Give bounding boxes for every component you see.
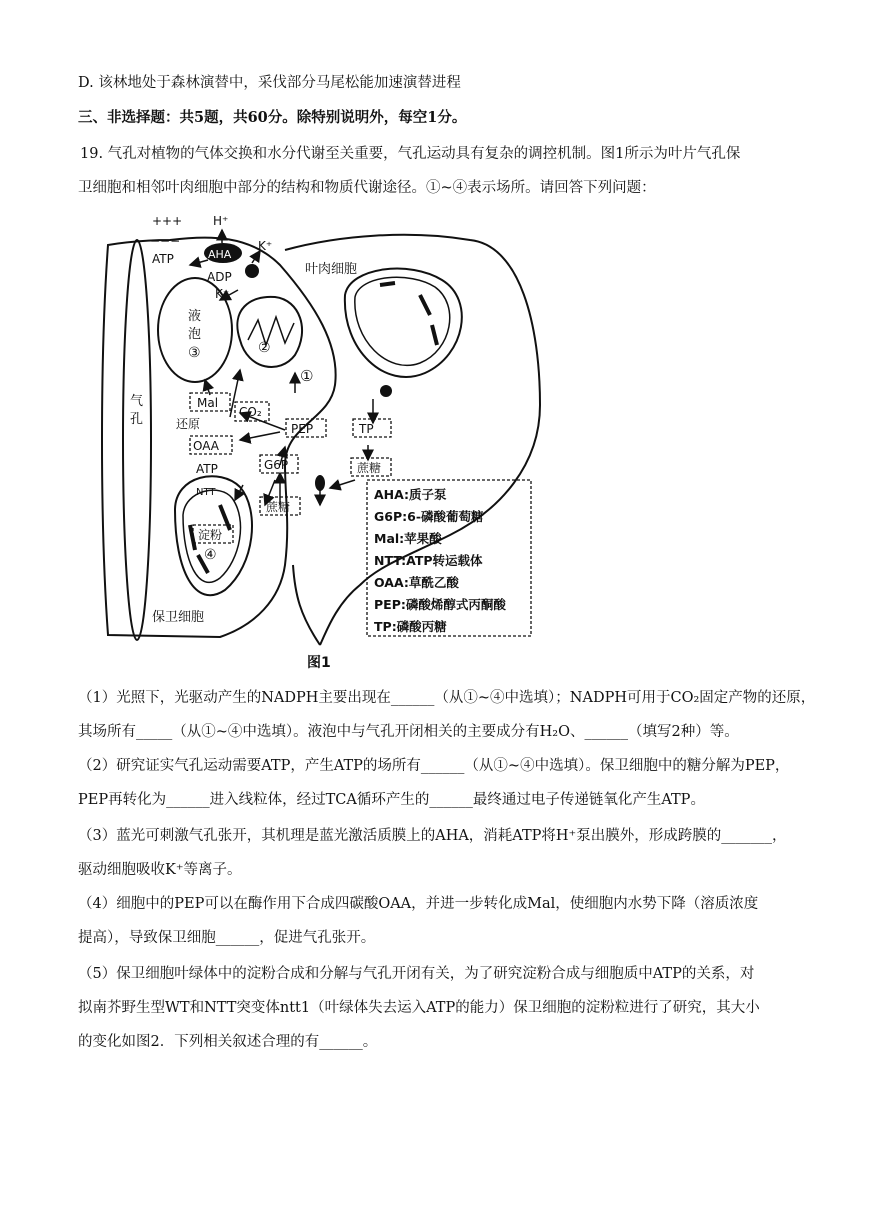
legend-item-g6p: G6P:6-磷酸葡萄糖 (374, 509, 484, 524)
part-2-line-2: PEP再转化为______进入线粒体，经过TCA循环产生的______最终通过电子传递链氧化产生ATP。 (78, 792, 705, 808)
figure-caption: 图1 (307, 655, 331, 671)
label-mesophyll: 叶肉细胞 (305, 262, 358, 277)
label-g6p: G6P (264, 458, 289, 472)
section-heading: 三、非选择题：共5题，共60分。除特别说明外，每空1分。 (78, 109, 467, 126)
label-mal: Mal (197, 396, 219, 410)
question-19-line-1: 19. 气孔对植物的气体交换和水分代谢至关重要，气孔运动具有复杂的调控机制。图1所示为叶片气孔保 (80, 146, 741, 162)
part-4-line-2: 提高），导致保卫细胞______，促进气孔张开。 (78, 930, 376, 946)
label-atp-1: ATP (152, 252, 174, 266)
part-4-line-1: （4）细胞中的PEP可以在酶作用下合成四碳酸OAA，并进一步转化成Mal，使细胞内水势下降（溶质浓度 (78, 896, 759, 912)
part-3-line-2: 驱动细胞吸收K⁺等离子。 (78, 862, 242, 878)
part-5-line-2: 拟南芥野生型WT和NTT突变体ntt1（叶绿体失去运入ATP的能力）保卫细胞的淀粉粒进行了研究，其大小 (78, 1000, 760, 1016)
label-site-2: ② (258, 340, 271, 356)
label-co2: CO₂ (239, 405, 262, 419)
label-pep: PEP (291, 422, 314, 436)
label-pore-1: 气 (130, 394, 144, 409)
label-oaa: OAA (193, 439, 219, 453)
part-1-line-2: 其场所有_____（从①~④中选填）。液泡中与气孔开闭相关的主要成分有H₂O、______（填写2种）等。 (78, 724, 739, 740)
legend-item-oaa: OAA:草酰乙酸 (374, 575, 459, 590)
part-5-line-1: （5）保卫细胞叶绿体中的淀粉合成和分解与气孔开闭有关，为了研究淀粉合成与细胞质中ATP的关系，对 (78, 966, 755, 982)
label-guard-cell: 保卫细胞 (152, 610, 205, 625)
legend-item-pep: PEP:磷酸烯醇式丙酮酸 (374, 597, 506, 612)
label-vacuole-2: 泡 (188, 327, 202, 342)
legend-item-aha: AHA:质子泵 (374, 487, 447, 502)
mitochondrion (237, 297, 302, 367)
label-k-in: K⁺ (215, 287, 230, 301)
label-ntt: NTT (196, 487, 216, 498)
label-atp-2: ATP (196, 462, 218, 476)
part-1-line-1: （1）光照下，光驱动产生的NADPH主要出现在______（从①~④中选填）；NADPH可用于CO₂固定产物的还原， (78, 690, 816, 706)
option-d: D. 该林地处于森林演替中，采伐部分马尾松能加速演替进程 (78, 75, 461, 91)
question-19-line-2: 卫细胞和相邻叶肉细胞中部分的结构和物质代谢途径。①~④表示场所。请回答下列问题： (78, 180, 656, 196)
label-site-4: ④ (204, 547, 217, 563)
label-adp: ADP (207, 270, 232, 284)
label-k-top: K⁺ (258, 239, 273, 253)
label-reduce: 还原 (176, 417, 201, 431)
figure-1-diagram (80, 205, 550, 675)
label-starch: 淀粉 (198, 528, 223, 542)
part-2-line-1: （2）研究证实气孔运动需要ATP，产生ATP的场所有______（从①~④中选填）。保卫细胞中的糖分解为PEP， (78, 758, 790, 774)
legend-item-ntt: NTT:ATP转运载体 (374, 553, 483, 568)
label-plus: +++ (152, 214, 183, 228)
legend-item-mal: Mal:苹果酸 (374, 531, 442, 546)
stomatal-pore (123, 240, 151, 640)
label-pore-2: 孔 (130, 412, 144, 427)
label-sucrose-2: 蔗糖 (357, 461, 382, 475)
part-3-line-1: （3）蓝光可刺激气孔张开，其机理是蓝光激活质膜上的AHA，消耗ATP将H⁺泵出膜外，形成跨膜的_______， (78, 828, 787, 844)
mesophyll-chloroplast (345, 269, 462, 377)
label-vacuole-1: 液 (188, 309, 202, 324)
label-h: H⁺ (213, 214, 229, 228)
label-aha: AHA (208, 248, 232, 261)
part-5-line-3: 的变化如图2．下列相关叙述合理的有______。 (78, 1034, 378, 1050)
label-sucrose-1: 蔗糖 (266, 500, 291, 514)
label-site-3: ③ (188, 345, 201, 361)
label-site-1: ① (300, 367, 314, 385)
legend-item-tp: TP:磷酸丙糖 (374, 619, 447, 634)
label-tp: TP (359, 422, 374, 436)
label-minus: −−− (150, 234, 181, 248)
